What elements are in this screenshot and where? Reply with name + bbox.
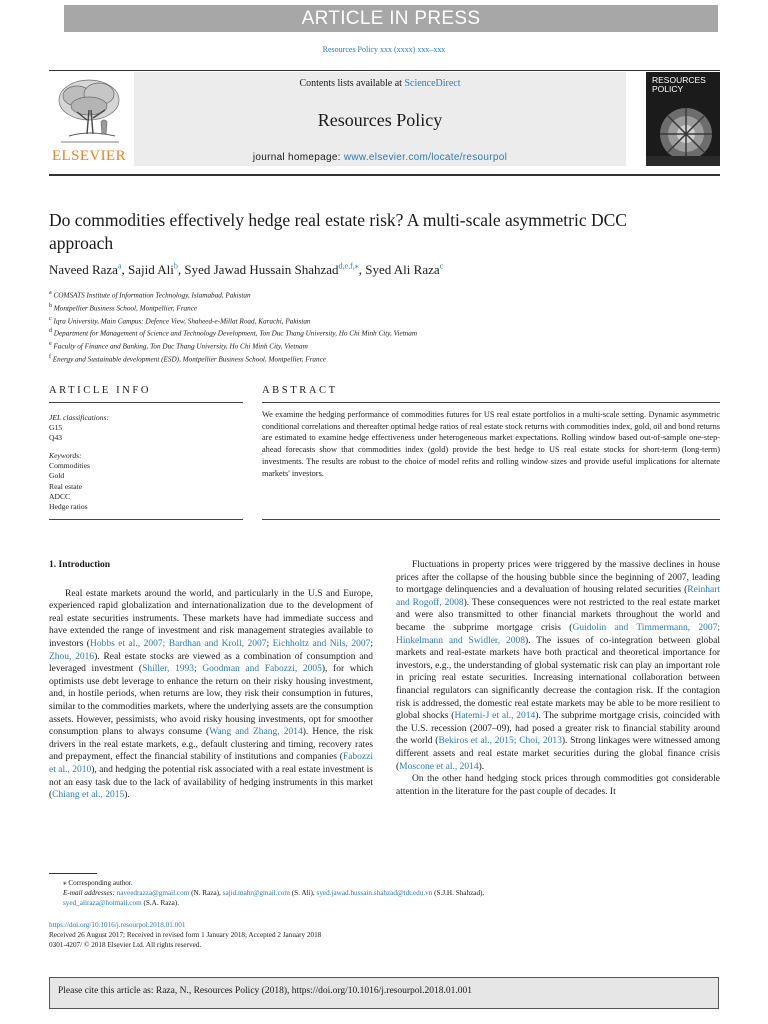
jel-code: G15 (49, 423, 63, 433)
citation-link[interactable]: Wang and Zhang, 2014 (209, 727, 303, 738)
left-paragraphs (49, 588, 373, 802)
citation-link[interactable]: Eichholtz and Nils, 2007 (272, 638, 371, 649)
citation-link[interactable]: Moscone et al., 2014 (399, 761, 479, 772)
body-text: ), and hedging the potential risk associated with a real estate investment is not an easy task due to the lack of availability of hedging instruments in this market ( (49, 764, 373, 801)
body-text: ). (478, 761, 485, 772)
citation-link[interactable]: Shiller, 1993 (142, 664, 195, 675)
citation-link[interactable]: Hobbs et al., 2007; Bardhan and Kroll, 2007 (89, 638, 267, 649)
homepage-link[interactable]: www.elsevier.com/locate/resourpol (343, 152, 508, 163)
body-text: ), for which optimists use debt leverage to enhance the return on their risky housing investment, and, in hostile periods, when returns are low, they risk their consumption in futures, similar to the commodities markets, where the underlying assets are the consumption assets. However, pessimists, who avoid risky housing investments, opt for smoother consumption plans to always consume ( (49, 664, 373, 738)
journal-title: Resources Policy (317, 110, 443, 130)
journal-header-box (134, 72, 626, 166)
body-text: On the other hand hedging stock prices through commodities got considerable attention in the literature for the past couple of decades. It (396, 774, 720, 797)
email-addresses (49, 888, 719, 908)
footnotes (49, 878, 719, 909)
abstract-text: We examine the hedging performance of commodities futures for US real estate portfolios in a multi-scale setting. Dynamic asymmetric conditional correlations and thereafter optimal hedge ratios of real estate stock returns with commodities index, gold, oil and bond returns are estimated to examine hedge effectiveness under heterogeneous market expectations. Rolling window based out-of-sample one-step-ahead forecasts show that commodities index (gold) provide the best hedge to US real estate stocks for short-term (long-term) investments. The results are robust to the choice of model refits and rolling window sizes and provide useful implications for alternate markets' investors. (262, 410, 720, 478)
affiliation (49, 301, 709, 314)
sciencedirect-link[interactable]: ScienceDirect (404, 78, 461, 89)
email-link[interactable]: naveedrazza@gmail.com (116, 889, 190, 898)
body-text: ; (194, 664, 203, 675)
left-paragraph (49, 588, 373, 802)
body-column-right (396, 559, 720, 798)
affiliation-marker: f (49, 353, 51, 360)
homepage-prefix: journal homepage: (252, 152, 344, 163)
citation-link[interactable]: Goodman and Fabozzi, 2005 (202, 664, 322, 675)
body-text: ). The subprime mortgage crisis, coincided with the U.S. recession (2007–09), had posed a greater risk to financial stability around the world ( (396, 711, 720, 747)
cover-title-line-1: RESOURCES (652, 75, 706, 85)
citation-link[interactable]: Reinhart and Rogoff, 2008 (396, 585, 720, 608)
keyword: Commodities (49, 461, 90, 471)
publication-info (49, 920, 719, 951)
email-label: E-mail addresses: (63, 889, 117, 898)
body-text: Real estate markets around the world, and particularly in the U.S and Europe, experienced rapid globalization and internationalization due to the development of real estate securities instruments. These markets have had immediate success and have extended the range of investment and risk management strategies available to investors ( (49, 588, 373, 649)
corresponding-author-note: ⁎ Corresponding author. (63, 879, 133, 887)
right-paragraphs (396, 559, 720, 798)
email-link[interactable]: syed_aliraza@hotmail.com (63, 899, 142, 908)
article-info-rule-top (49, 402, 243, 403)
journal-reference-link[interactable]: Resources Policy xxx (xxxx) xxx–xxx (322, 45, 446, 54)
article-title: Do commodities effectively hedge real estate risk? A multi-scale asymmetric DCC approach (49, 210, 627, 253)
affiliation (49, 326, 709, 339)
citation-link[interactable]: Fabozzi et al., 2010 (49, 752, 373, 775)
cover-art-image (646, 100, 720, 166)
email-owner: (N. Raza), (189, 889, 223, 898)
author-list (49, 262, 709, 278)
author-affiliation-marker[interactable]: d,e,f,⁎ (338, 261, 359, 271)
body-column-left (49, 559, 373, 802)
author-name: Naveed Raza (49, 262, 118, 277)
affiliation-marker: c (49, 315, 52, 322)
body-text: ; (266, 638, 273, 649)
affiliation-list (49, 288, 709, 365)
elsevier-tree-icon (53, 76, 125, 146)
footnote-rule (49, 873, 97, 874)
email-owner: (S. Ali), (289, 889, 317, 898)
author-name: Sajid Ali (128, 262, 174, 277)
author-affiliation-marker[interactable]: b (173, 261, 178, 271)
body-text: Fluctuations in property prices were triggered by the massive declines in house prices after the collapse of the housing bubble since the beginning of 2007, leading to mortgage delinquencies and a devaluation of housing related securities ( (396, 560, 720, 596)
contents-line (134, 78, 626, 89)
citation-link[interactable]: Hatemi-J et al., 2014 (454, 711, 536, 722)
copyright: 0301-4207/ © 2018 Elsevier Ltd. All rights reserved. (49, 941, 202, 950)
author-separator: , (121, 262, 128, 277)
body-text: ). Hence, the risk drivers in the real estate markets, e.g., default clustering and timing, recovery rates and prepayment, effect the financial stability of institutions and companies ( (49, 727, 373, 763)
email-owner: (S.J.H. Shahzad), (432, 889, 485, 898)
citation-link[interactable]: Zhou, 2016 (49, 651, 95, 662)
cover-title (652, 76, 718, 94)
header-rule-bottom (49, 174, 720, 176)
elsevier-logo (49, 76, 129, 164)
affiliation-text: Energy and Sustainable development (ESD), Montpellier Business School, Montpellier, France (51, 355, 326, 364)
author-separator: , (177, 262, 185, 277)
author-name: Syed Jawad Hussain Shahzad (184, 262, 339, 277)
author-name: Syed Ali Raza (365, 262, 440, 277)
affiliation (49, 352, 709, 365)
affiliation (49, 314, 709, 327)
article-in-press-banner: ARTICLE IN PRESS (64, 5, 718, 32)
article-info-heading: ARTICLE INFO (49, 385, 152, 396)
body-text: ). Strong linkages were witnessed among different assets and real estate market securities during the global finance crisis ( (396, 736, 720, 772)
affiliation (49, 288, 709, 301)
email-link[interactable]: syed.jawad.hussain.shahzad@tdt.edu.vn (316, 889, 433, 898)
affiliation-marker: a (49, 290, 52, 296)
body-text: ). The issues of co-integration between global markets and real-estate markets have both practical and theoretical importance for investors, e.g., the understanding of global systematic risk can play an important role in pricing real estate securities. Increasing international collaboration between financial regulators can significantly decrease the contagion risk. If the contagion risk is addressed, the domestic real estate markets may be able to be more resilient to global shocks ( (396, 635, 720, 722)
cover-title-line-2: POLICY (652, 84, 684, 94)
affiliation-marker: b (49, 302, 52, 309)
affiliation-marker: e (49, 341, 52, 348)
citation-link[interactable]: Guidolin and Timmermann, 2007; Hinkelmann and Swidler, 2008 (396, 622, 720, 646)
email-owner: (S.A. Raza). (141, 899, 179, 908)
body-text: ; (370, 638, 374, 649)
email-link[interactable]: sajid.mahr@gmail.com (222, 889, 290, 898)
author-affiliation-marker[interactable]: a (117, 261, 122, 271)
journal-cover-thumbnail (646, 72, 720, 166)
jel-code: Q43 (49, 433, 63, 443)
abstract-rule-top (262, 402, 720, 403)
abstract-rule-bottom (262, 519, 720, 520)
citation-link[interactable]: Chiang et al., 2015 (52, 790, 125, 801)
citation-box: Please cite this article as: Raza, N., Resources Policy (2018), https://doi.org/10.1016/j.resourpol.2018.01.001 (49, 977, 719, 1009)
affiliation (49, 339, 709, 352)
keyword: ADCC (49, 491, 71, 501)
body-text: ). (124, 790, 130, 801)
article-info-rule-bottom (49, 519, 243, 520)
author-affiliation-marker[interactable]: c (439, 261, 444, 271)
affiliation-marker: d (49, 328, 52, 335)
header-rule-top (49, 70, 720, 71)
citation-link[interactable]: Bekiros et al., 2015; Choi, 2013 (438, 736, 562, 747)
keywords-label: Keywords: (49, 451, 82, 461)
jel-label: JEL classifications: (49, 413, 109, 422)
body-text: ). Real estate stocks are viewed as a combination of consumption and leveraged investment ( (49, 651, 373, 675)
keyword: Real estate (49, 481, 83, 491)
introduction-heading: 1. Introduction (49, 560, 111, 570)
keyword: Gold (49, 471, 65, 481)
right-paragraph (396, 773, 720, 798)
keyword: Hedge ratios (49, 501, 88, 511)
abstract-heading: ABSTRACT (262, 385, 338, 396)
affiliation-text: Department for Management of Science and Technology Development, Ton Duc Thang University, Ho Chi Minh City, Vietnam (52, 329, 418, 338)
doi-link[interactable]: https://doi.org/10.1016/j.resourpol.2018.01.001 (49, 921, 186, 929)
homepage-line (134, 152, 626, 163)
right-paragraph (396, 559, 720, 773)
affiliation-text: Faculty of Finance and Banking, Ton Duc Thang University, Ho Chi Minh City, Vietnam (51, 342, 308, 351)
affiliation-text: COMSATS Institute of Information Technology, Islamabad, Pakistan (51, 291, 251, 300)
author-separator: , (358, 262, 366, 277)
elsevier-wordmark: ELSEVIER (51, 148, 127, 164)
body-text: ). These consequences were not restricted to the real estate market and were also transmitted to other financial markets throughout the world and became the subprime mortgage crisis ( (396, 597, 720, 633)
affiliation-text: Iqra University, Main Campus: Defence View, Shaheed-e-Millat Road, Karachi, Pakistan (51, 316, 311, 325)
contents-prefix: Contents lists available at (299, 78, 405, 89)
article-info (49, 413, 243, 512)
received-dates: Received 26 August 2017; Received in revised form 1 January 2018; Accepted 2 January 2018 (49, 931, 322, 940)
affiliation-text: Montpellier Business School, Montpellier, France (52, 304, 198, 313)
